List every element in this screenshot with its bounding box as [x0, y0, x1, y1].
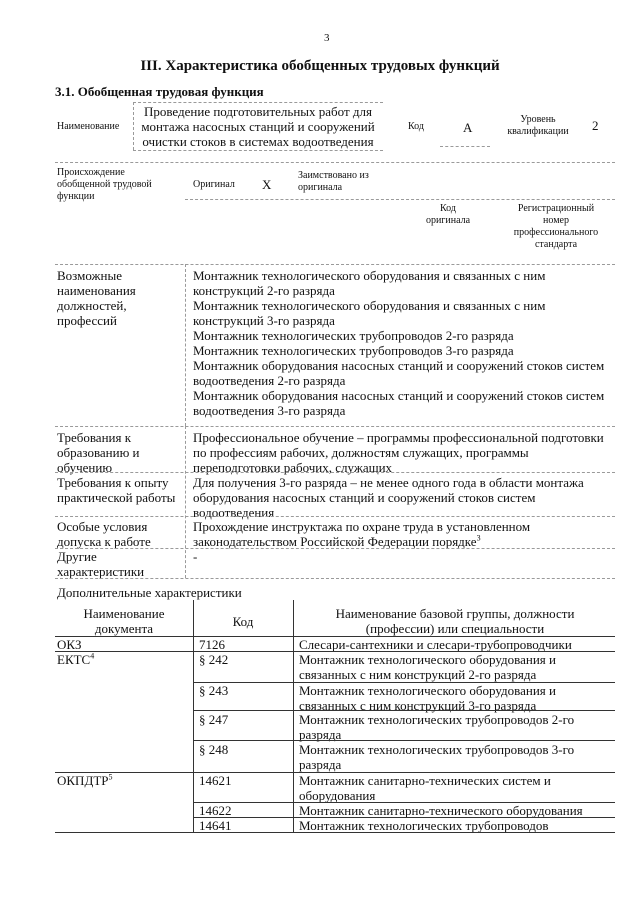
origin-label: Происхождение обобщенной трудовой функции — [57, 167, 152, 202]
row-name: Монтажник санитарно-технических систем и оборудования — [299, 773, 551, 803]
row-name: Монтажник санитарно-технического оборудования — [299, 803, 583, 818]
list-item: Монтажник оборудования насосных станций и сооружений стоков систем — [193, 388, 605, 403]
list-item: водоотведения 2-го разряда — [193, 373, 346, 388]
row-code: 14622 — [199, 803, 232, 818]
list-item: конструкций 3-го разряда — [193, 313, 335, 328]
other-value: - — [193, 549, 198, 564]
experience-value: Для получения 3-го разряда – не менее одного года в области монтажа оборудования насосных станций и сооружений стоков систем водоотведения — [193, 475, 584, 520]
col-header-doc: Наименование документа — [83, 606, 165, 636]
borrowed-label: Заимствовано из оригинала — [298, 170, 369, 193]
row-name: Монтажник технологических трубопроводов 2-го разряда — [299, 712, 575, 742]
list-item: Монтажник оборудования насосных станций и сооружений стоков систем — [193, 358, 605, 373]
row-name: Монтажник технологического оборудования и связанных с ним конструкций 2-го разряда — [299, 652, 556, 682]
page-number: 3 — [324, 32, 330, 44]
positions-label: Возможные наименования должностей, профессий — [57, 268, 136, 328]
table-row: ЕКТС$^4$ — [57, 651, 95, 667]
code-value: А — [463, 120, 473, 135]
footnote-ref: 3 — [476, 533, 481, 543]
function-name: Проведение подготовительных работ для монтажа насосных станций и сооружений очистки стоков в системах водоотведения — [141, 104, 375, 149]
original-mark: Х — [262, 177, 272, 192]
name-label: Наименование — [57, 121, 120, 132]
education-value: Профессиональное обучение – программы профессиональной подготовки по профессиям рабочих, должностям служащих, программы переподготовки рабочих, служащих — [193, 430, 604, 475]
col-header-code: Код — [232, 614, 254, 629]
list-item: Монтажник технологических трубопроводов 2-го разряда — [193, 328, 514, 343]
row-name: Слесари-сантехники и слесари-трубопроводчики — [299, 637, 572, 652]
level-value: 2 — [592, 118, 599, 133]
row-code: § 242 — [199, 652, 229, 667]
list-item: Монтажник технологического оборудования и связанных с ним — [193, 268, 546, 283]
row-code: § 243 — [199, 683, 229, 698]
row-code: 7126 — [199, 637, 225, 652]
row-name: Монтажник технологического оборудования и связанных с ним конструкций 3-го разряда — [299, 683, 556, 713]
original-label: Оригинал — [193, 179, 235, 190]
section-title: III. Характеристика обобщенных трудовых функций — [140, 58, 500, 74]
admission-value: Прохождение инструктажа по охране труда в установленном законодательством Российской Федерации порядке$^3$ — [193, 519, 531, 549]
experience-label: Требования к опыту практической работы — [57, 475, 176, 505]
other-label: Другие характеристики — [57, 549, 145, 579]
table-row: ОКЗ — [57, 637, 82, 652]
education-label: Требования к образованию и обучению — [57, 430, 140, 475]
code-label: Код — [408, 121, 424, 132]
code-original-label: Код оригинала — [425, 203, 471, 226]
row-name: Монтажник технологических трубопроводов 3-го разряда — [299, 742, 575, 772]
level-label: Уровень квалификации — [507, 114, 569, 137]
row-code: 14641 — [199, 818, 232, 833]
row-code: 14621 — [199, 773, 232, 788]
list-item: Монтажник технологического оборудования и связанных с ним — [193, 298, 546, 313]
subsection-title: 3.1. Обобщенная трудовая функция — [55, 84, 264, 99]
additional-title: Дополнительные характеристики — [57, 585, 242, 600]
admission-label: Особые условия допуска к работе — [57, 519, 151, 549]
table-row: ОКПДТР$^5$ — [57, 772, 113, 788]
row-name: Монтажник технологических трубопроводов — [299, 818, 549, 833]
positions-list — [193, 268, 604, 418]
reg-number-label: Регистрационный номер профессионального стандарта — [513, 203, 599, 250]
list-item: Монтажник технологических трубопроводов 3-го разряда — [193, 343, 514, 358]
col-header-name: Наименование базовой группы, должности (профессии) или специальности — [335, 606, 575, 636]
row-code: § 247 — [199, 712, 229, 727]
row-code: § 248 — [199, 742, 229, 757]
list-item: конструкций 2-го разряда — [193, 283, 335, 298]
list-item: водоотведения 3-го разряда — [193, 403, 346, 418]
